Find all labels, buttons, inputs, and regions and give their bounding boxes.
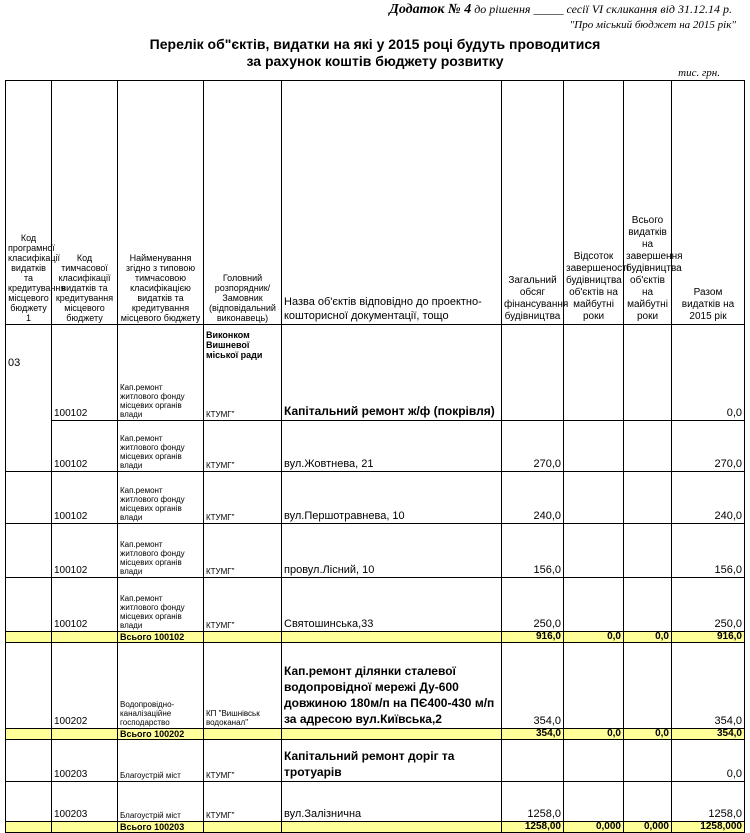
row-7-rest: 0,0	[624, 729, 672, 740]
row-7-label: Всього 100202	[118, 729, 204, 740]
row-1-rest	[624, 421, 672, 472]
empty-cell	[6, 632, 52, 643]
row-6-rest	[624, 643, 672, 729]
row-6-code: 100202	[52, 643, 118, 729]
row-0-manager: Виконком Вишневої міської ради КТУМГ"	[204, 325, 282, 421]
row-2-manager: КТУМГ"	[204, 472, 282, 524]
empty-cell	[52, 729, 118, 740]
empty-cell	[204, 729, 282, 740]
row-0-type: Кап.ремонт житлового фонду місцевих органів влади	[118, 325, 204, 421]
empty-cell	[6, 729, 52, 740]
appendix-header	[0, 2, 750, 18]
empty-cell	[282, 822, 502, 833]
row-5-pct: 0,0	[564, 632, 624, 643]
row-6-manager: КП "Вишнівськ водоканал"	[204, 643, 282, 729]
row-0-pct	[564, 325, 624, 421]
total-row-100202	[6, 729, 745, 740]
col-total-2015: Разом видатків на 2015 рік	[672, 81, 745, 325]
empty-cell	[52, 632, 118, 643]
objects-table	[5, 80, 745, 833]
row-1-code: 100102	[52, 421, 118, 472]
row-6-object: Кап.ремонт ділянки сталевої водопровідної мережі Ду-600 довжиною 180м/п на ПЄ400-430 м/п за адресою вул.Київська,2	[282, 643, 502, 729]
table-row	[6, 472, 745, 524]
row-2-total: 240,0	[502, 472, 564, 524]
row-8-code: 100203	[52, 740, 118, 782]
col-completion-percent: Відсоток завершеності будівництва об'єктів на майбутні роки	[564, 81, 624, 325]
row-5-rest: 0,0	[624, 632, 672, 643]
row-6-total: 354,0	[502, 643, 564, 729]
row-1-pct	[564, 421, 624, 472]
table-row	[6, 421, 745, 472]
row-3-manager: КТУМГ"	[204, 524, 282, 578]
row-8-object: Капітальний ремонт доріг та тротуарів	[282, 740, 502, 782]
row-4-total: 250,0	[502, 578, 564, 632]
row-3-code: 100102	[52, 524, 118, 578]
row-0-2015: 0,0	[672, 325, 745, 421]
row-9-manager: КТУМГ"	[204, 782, 282, 822]
units-label: тис. грн.	[678, 67, 720, 79]
row-2-type: Кап.ремонт житлового фонду місцевих органів влади	[118, 472, 204, 524]
row-4-2015: 250,0	[672, 578, 745, 632]
table-row	[6, 740, 745, 782]
row-3-total: 156,0	[502, 524, 564, 578]
row-4-manager: КТУМГ"	[204, 578, 282, 632]
row-4-object: Святошинська,33	[282, 578, 502, 632]
row-2-code: 100102	[52, 472, 118, 524]
row-1-manager: КТУМГ"	[204, 421, 282, 472]
org-code: 03	[8, 357, 21, 369]
empty-cell	[6, 643, 52, 729]
header-row	[6, 81, 745, 325]
appendix-number: Додаток № 4	[389, 2, 472, 17]
row-2-rest	[624, 472, 672, 524]
col-manager: Головний розпорядник/Замовник (відповідальний виконавець)	[204, 81, 282, 325]
empty-cell	[6, 740, 52, 782]
row-9-type: Благоустрій міст	[118, 782, 204, 822]
row-6-type: Водопровідно-каналізаційне господарство	[118, 643, 204, 729]
table-row	[6, 524, 745, 578]
row-3-rest	[624, 524, 672, 578]
appendix-decision: до рішення _____ сесії VI скликання від 31.12.14 р.	[474, 2, 732, 16]
row-4-code: 100102	[52, 578, 118, 632]
title-line-1: Перелік об"єктів, видатки на які у 2015 році будуть проводитися	[149, 36, 601, 52]
document-title	[0, 36, 750, 70]
row-0-object: Капітальний ремонт ж/ф (покрівля)	[282, 325, 502, 421]
row-9-2015: 1258,0	[672, 782, 745, 822]
empty-cell	[6, 822, 52, 833]
org-name: Виконком Вишневої міської ради	[206, 330, 263, 360]
row-7-pct: 0,0	[564, 729, 624, 740]
title-line-2: за рахунок коштів бюджету розвитку	[246, 53, 504, 69]
row-1-object: вул.Жовтнева, 21	[282, 421, 502, 472]
row-10-total: 1258,00	[502, 822, 564, 833]
row-5-2015: 916,0	[672, 632, 745, 643]
total-row-100102	[6, 632, 745, 643]
total-row-100203	[6, 822, 745, 833]
org-row	[6, 325, 745, 421]
row-8-2015: 0,0	[672, 740, 745, 782]
row-8-manager: КТУМГ"	[204, 740, 282, 782]
row-9-code: 100203	[52, 782, 118, 822]
row-8-total	[502, 740, 564, 782]
row-8-pct	[564, 740, 624, 782]
empty-cell	[52, 822, 118, 833]
row-7-total: 354,0	[502, 729, 564, 740]
row-3-type: Кап.ремонт житлового фонду місцевих органів влади	[118, 524, 204, 578]
row-0-code: 100102	[52, 325, 118, 421]
row-8-type: Благоустрій міст	[118, 740, 204, 782]
row-10-pct: 0,000	[564, 822, 624, 833]
row-6-2015: 354,0	[672, 643, 745, 729]
row-3-pct	[564, 524, 624, 578]
row-4-rest	[624, 578, 672, 632]
row-0-total	[502, 325, 564, 421]
row-8-rest	[624, 740, 672, 782]
row-9-pct	[564, 782, 624, 822]
row-7-2015: 354,0	[672, 729, 745, 740]
row-1-type: Кап.ремонт житлового фонду місцевих органів влади	[118, 421, 204, 472]
row-3-2015: 156,0	[672, 524, 745, 578]
col-remaining-costs: Всього видатків на завершення будівництва об'єктів на майбутні роки	[624, 81, 672, 325]
row-10-label: Всього 100203	[118, 822, 204, 833]
row-9-rest	[624, 782, 672, 822]
col-object-name: Назва об'єктів відповідно до проектно-кошторисної документації, тощо	[282, 81, 502, 325]
empty-cell	[282, 632, 502, 643]
row-3-object: провул.Лісний, 10	[282, 524, 502, 578]
row-9-object: вул.Залізнична	[282, 782, 502, 822]
col-program-code: Код програмної класифікації видатків та кредитування місцевого бюджету 1	[6, 81, 52, 325]
row-0-rest	[624, 325, 672, 421]
row-2-2015: 240,0	[672, 472, 745, 524]
col-temp-code: Код тимчасової класифікації видатків та кредитування місцевого бюджету	[52, 81, 118, 325]
budget-reference: "Про міський бюджет на 2015 рік"	[569, 19, 736, 31]
row-4-pct	[564, 578, 624, 632]
empty-cell	[6, 782, 52, 822]
org-code-cell	[6, 325, 52, 472]
empty-cell	[282, 729, 502, 740]
empty-cell	[6, 578, 52, 632]
col-type-name: Найменування згідно з типовою тимчасовою класифікацією видатків та кредитування місцевого бюджету	[118, 81, 204, 325]
row-6-pct	[564, 643, 624, 729]
empty-cell	[204, 632, 282, 643]
col-total-financing: Загальний обсяг фінансування будівництва	[502, 81, 564, 325]
row-4-type: Кап.ремонт житлового фонду місцевих органів влади	[118, 578, 204, 632]
row-1-total: 270,0	[502, 421, 564, 472]
row-1-2015: 270,0	[672, 421, 745, 472]
row-10-rest: 0,000	[624, 822, 672, 833]
table-body	[6, 325, 745, 833]
table-row	[6, 643, 745, 729]
empty-cell	[204, 822, 282, 833]
row-5-total: 916,0	[502, 632, 564, 643]
table-row	[6, 782, 745, 822]
table-row	[6, 578, 745, 632]
row-2-pct	[564, 472, 624, 524]
row-2-object: вул.Першотравнева, 10	[282, 472, 502, 524]
row-10-2015: 1258,000	[672, 822, 745, 833]
empty-cell	[6, 524, 52, 578]
empty-cell	[6, 472, 52, 524]
row-9-total: 1258,0	[502, 782, 564, 822]
row-5-label: Всього 100102	[118, 632, 204, 643]
